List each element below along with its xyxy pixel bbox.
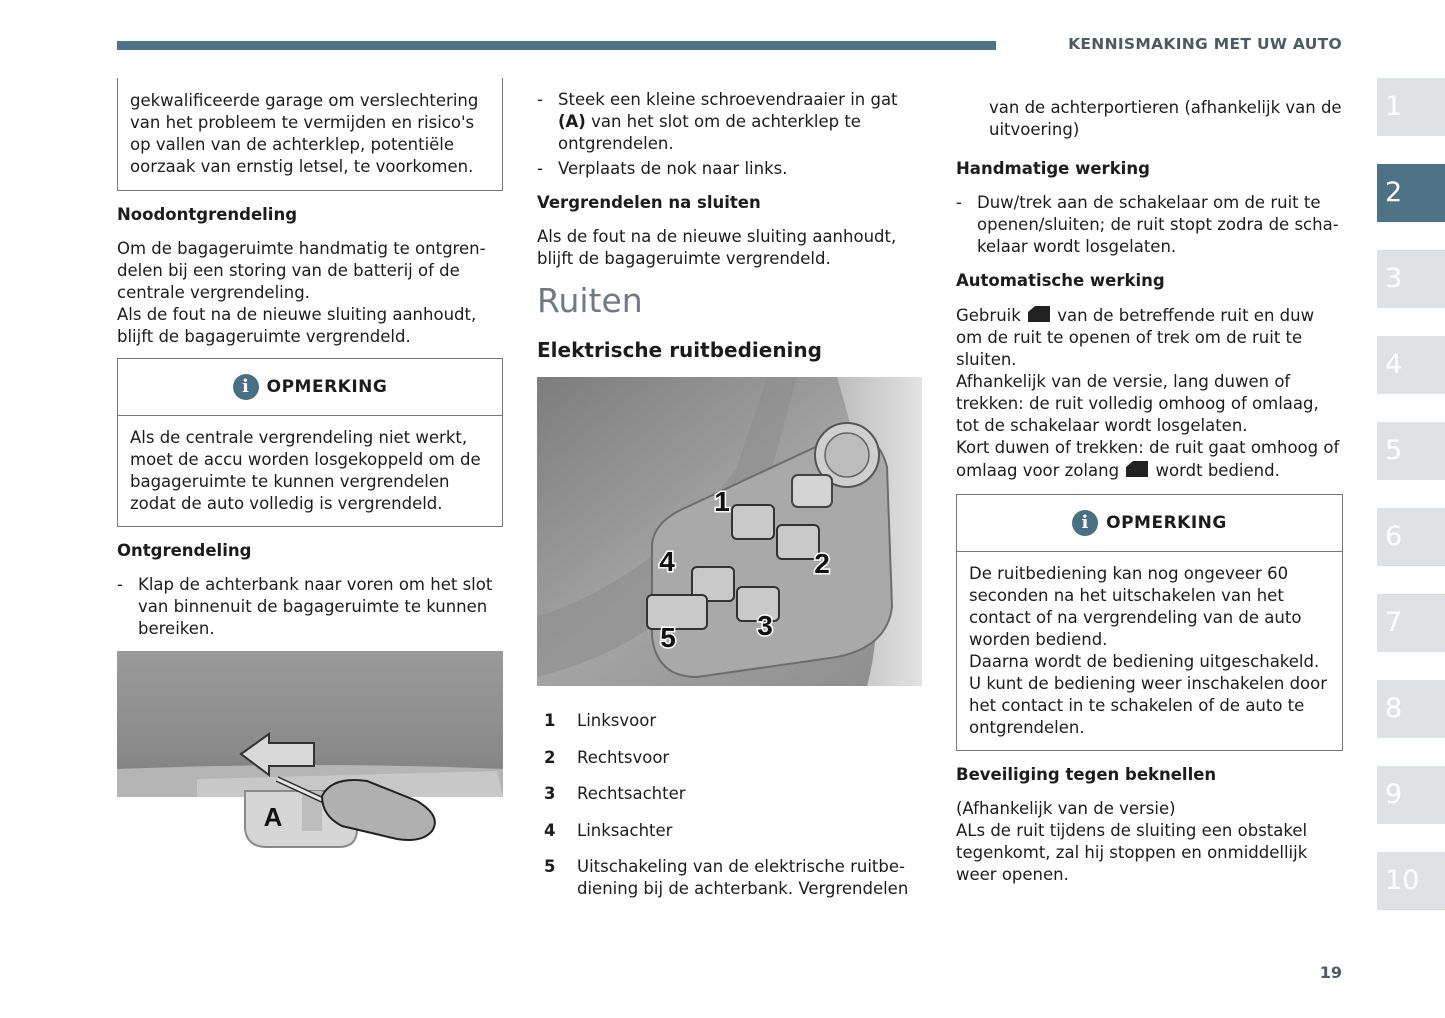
subsection-title: Elektrische ruitbediening [537, 338, 822, 362]
info-icon: i [1072, 510, 1098, 536]
paragraph-auto-3 [956, 437, 1343, 482]
heading-lock-after: Vergrendelen na sluiten [537, 193, 761, 212]
window-switch-figure [537, 377, 922, 686]
page-number: 19 [1319, 963, 1342, 982]
legend-text: Uitschakeling van de elektrische ruitbediening bij de achterbank. Vergrendelen [577, 857, 909, 898]
note-text-2: Daarna wordt de bediening uitgeschakeld. [969, 652, 1320, 671]
figure-label-2: 2 [814, 548, 830, 579]
legend-text: Linksachter [577, 820, 673, 840]
legend-item [537, 820, 922, 842]
column-2 [537, 89, 922, 363]
legend-text: Rechtsvoor [577, 747, 670, 767]
heading-manual: Handmatige werking [956, 159, 1150, 178]
tailgate-lock-drawing [117, 651, 503, 851]
column-3 [956, 97, 1343, 886]
bullet-screwdriver-text-end: van het slot om de achterklep te ontgrendelen. [558, 112, 861, 153]
bullet-screwdriver: - Steek een kleine schroevendraaier in gat (A) van het slot om de achterklep te ontgrendelen. [537, 90, 898, 153]
auto-3-text: Kort duwen of trekken: de ruit gaat omhoog of omlaag voor zolang [956, 438, 1340, 480]
tab-1[interactable]: 1 [1377, 78, 1445, 136]
paragraph-emergency-2: Als de fout na de nieuwe sluiting aanhoudt, blijft de bagageruimte vergrendeld. [117, 305, 477, 346]
heading-pinch: Beveiliging tegen beknellen [956, 765, 1217, 784]
note-label: OPMERKING [266, 377, 388, 397]
tab-7[interactable]: 7 [1377, 594, 1445, 652]
tailgate-lock-figure [117, 651, 503, 851]
hole-ref: (A) [558, 112, 586, 131]
legend-number: 5 [544, 857, 556, 876]
note-text-1: De ruitbediening kan nog ongeveer 60 seconden na het uitschakelen van het contact of na vergrendeling van de auto worden bediend. [969, 564, 1302, 649]
window-switch-icon [1124, 459, 1150, 479]
bullet-unlock-text: Klap de achterbank naar voren om het slot van binnenuit de bagageruimte te kunnen bereiken. [138, 575, 493, 638]
legend-number: 4 [544, 820, 556, 840]
figure-label-5: 5 [660, 622, 676, 653]
section-title: Ruiten [537, 281, 643, 320]
paragraph-auto-1 [956, 304, 1343, 371]
heading-auto: Automatische werking [956, 271, 1165, 290]
continued-text: van de achterportieren (afhankelijk van de uitvoering) [989, 98, 1342, 139]
heading-emergency: Noodontgrendeling [117, 205, 298, 224]
legend-number: 1 [544, 711, 556, 730]
auto-1-text-end: van de betreffende ruit en duw om de ruit te openen of trek om de ruit te sluiten. [956, 306, 1315, 369]
figure-label-1: 1 [714, 486, 730, 517]
bullet-screwdriver-text: Steek een kleine schroevendraaier in gat [558, 90, 898, 109]
tab-2[interactable]: 2 [1377, 164, 1445, 222]
note-label: OPMERKING [1106, 513, 1227, 533]
figure-label-a: A [263, 802, 283, 832]
tab-6[interactable]: 6 [1377, 508, 1445, 566]
warning-text: gekwalificeerde garage om verslechtering van het probleem te vermijden en risico's op vallen van de achterklep, potentiële oorzaak van ernstig letsel, te voorkomen. [130, 91, 479, 176]
paragraph-pinch-1: (Afhankelijk van de versie) [956, 799, 1176, 818]
tab-4[interactable]: 4 [1377, 336, 1445, 394]
paragraph-auto-2: Afhankelijk van de versie, lang duwen of trekken: de ruit volledig omhoog of omlaag, tot de schakelaar wordt losgelaten. [956, 372, 1319, 435]
chapter-title: KENNISMAKING MET UW AUTO [1068, 35, 1342, 53]
legend-item [537, 783, 922, 805]
figure-label-3: 3 [757, 610, 773, 641]
legend-item [537, 710, 922, 732]
note-text: Als de centrale vergrendeling niet werkt, moet de accu worden losgekoppeld om de bagageruimte te kunnen vergrendelen zodat de auto volledig is vergrendeld. [130, 428, 481, 513]
bullet-move-cam: - Verplaats de nok naar links. [537, 159, 788, 178]
paragraph-emergency-1: Om de bagageruimte handmatig te ontgrendelen bij een storing van de batterij of de centrale vergrendeling. [117, 239, 486, 302]
header-bar [117, 41, 996, 50]
bullet-move-cam-text: Verplaats de nok naar links. [558, 159, 788, 178]
bullet-unlock: - Klap de achterbank naar voren om het slot van binnenuit de bagageruimte te kunnen bereiken. [117, 574, 503, 640]
heading-unlock: Ontgrendeling [117, 541, 252, 560]
legend-text: Rechtsachter [577, 784, 686, 803]
note-text-3: U kunt de bediening weer inschakelen door het contact in te schakelen of de auto te ontgrendelen. [969, 674, 1328, 737]
paragraph-pinch-2: ALs de ruit tijdens de sluiting een obstakel tegenkomt, zal hij stoppen en onmiddellijk weer openen. [956, 821, 1308, 884]
note-header [118, 359, 502, 416]
legend-item [537, 856, 922, 900]
legend-number: 2 [544, 747, 556, 767]
legend-text: Linksvoor [577, 711, 657, 730]
bullet-manual: - Duw/trek aan de schakelaar om de ruit te openen/sluiten; de ruit stopt zodra de schakelaar wordt losgelaten. [956, 192, 1343, 258]
legend-number: 3 [544, 784, 556, 803]
auto-1-text: Gebruik [956, 306, 1027, 325]
note-header [957, 495, 1342, 552]
bullet-manual-text: Duw/trek aan de schakelaar om de ruit te openen/sluiten; de ruit stopt zodra de schakelaar wordt losgelaten. [977, 193, 1339, 256]
tab-5[interactable]: 5 [1377, 422, 1445, 480]
auto-3-text-end: wordt bediend. [1150, 461, 1280, 480]
figure-legend [537, 710, 922, 915]
tab-9[interactable]: 9 [1377, 766, 1445, 824]
tab-8[interactable]: 8 [1377, 680, 1445, 738]
info-icon: i [233, 374, 259, 400]
window-switch-drawing [537, 377, 922, 686]
paragraph-lock-after: Als de fout na de nieuwe sluiting aanhoudt, blijft de bagageruimte vergrendeld. [537, 227, 897, 268]
window-switch-icon [1026, 304, 1052, 324]
note-box [117, 358, 503, 527]
legend-item [537, 747, 922, 769]
tab-10[interactable]: 10 [1377, 852, 1445, 910]
warning-box-continued [117, 78, 503, 191]
note-box-window [956, 494, 1343, 751]
tab-3[interactable]: 3 [1377, 250, 1445, 308]
figure-label-4: 4 [659, 546, 675, 577]
column-1 [117, 78, 503, 640]
